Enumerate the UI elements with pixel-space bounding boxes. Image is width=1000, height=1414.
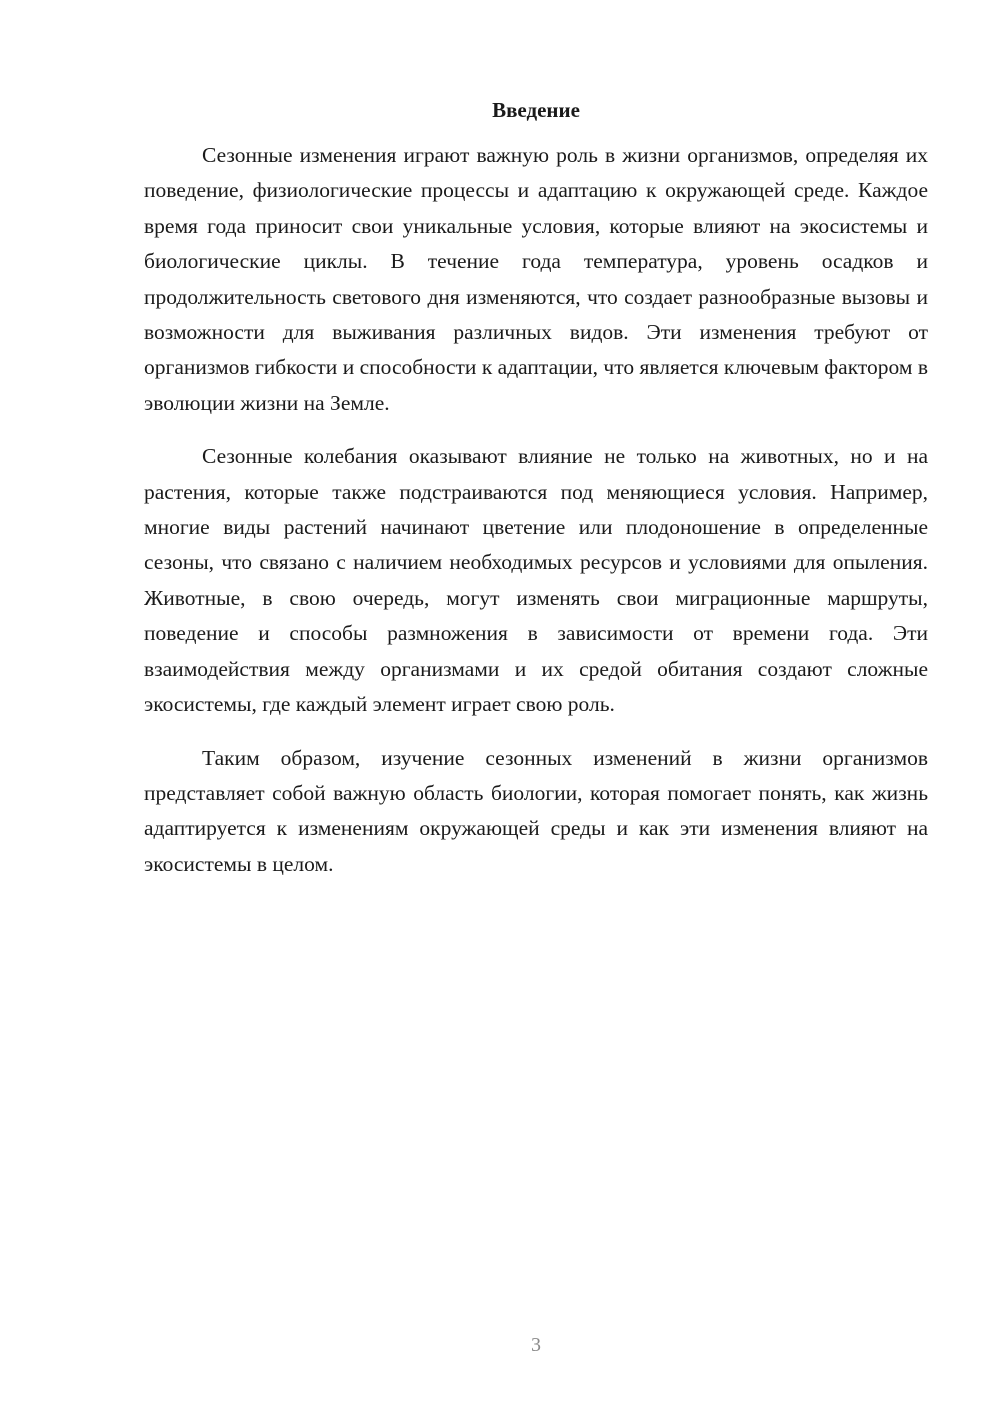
document-body	[144, 92, 928, 900]
paragraph-2: Сезонные колебания оказывают влияние не только на животных, но и на растения, которые также подстраиваются под меняющиеся условия. Например, многие виды растений начинают цветение или плодоношение в определенные сезоны, что связано с наличием необходимых ресурсов и условиями для опыления. Животные, в свою очередь, могут изменять свои миграционные маршруты, поведение и способы размножения в зависимости от времени года. Эти взаимодействия между организмами и их средой обитания создают сложные экосистемы, где каждый элемент играет свою роль.	[144, 444, 928, 717]
page-number: 3	[531, 1334, 541, 1356]
paragraph-1: Сезонные изменения играют важную роль в жизни организмов, определяя их поведение, физиологические процессы и адаптацию к окружающей среде. Каждое время года приносит свои уникальные условия, которые влияют на экосистемы и биологические циклы. В течение года температура, уровень осадков и продолжительность светового дня изменяются, что создает разнообразные вызовы и возможности для выживания различных видов. Эти изменения требуют от организмов гибкости и способности к адаптации, что является ключевым фактором в эволюции жизни на Земле.	[144, 143, 928, 415]
paragraph-3: Таким образом, изучение сезонных изменений в жизни организмов представляет собой важную область биологии, которая помогает понять, как жизнь адаптируется к изменениям окружающей среды и как эти изменения влияют на экосистемы в целом.	[144, 745, 928, 876]
page-title: Введение	[492, 98, 580, 122]
